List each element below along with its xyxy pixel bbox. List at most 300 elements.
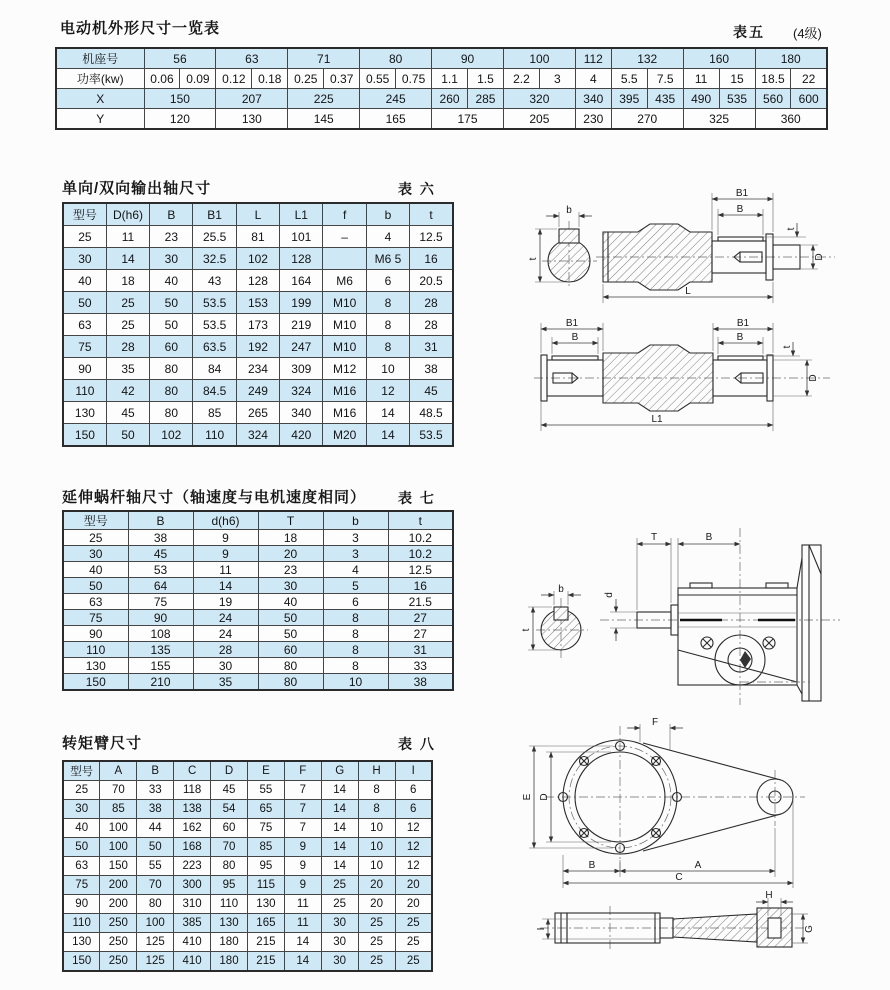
frame-size-cell: 56 [144,48,216,69]
value-cell: 9 [284,838,321,857]
value-cell: 20 [395,895,432,914]
value-cell: 234 [236,358,279,380]
value-cell: 12 [395,838,432,857]
value-cell: 16 [410,248,453,270]
column-header: t [410,203,453,226]
dim-label-F: F [651,717,659,728]
value-cell: 215 [247,933,284,952]
power-cell: 1.1 [432,69,468,89]
value-cell: 9 [284,857,321,876]
value-cell: M20 [323,424,366,447]
value-cell: 45 [128,546,193,562]
value-cell: 309 [280,358,323,380]
value-cell: 23 [258,562,323,578]
value-cell: 20 [358,876,395,895]
value-cell: 25 [106,292,149,314]
value-cell: 250 [100,952,137,972]
table-row [63,857,432,876]
value-cell: 70 [100,781,137,800]
column-header: 型号 [63,511,128,530]
model-cell: 40 [63,270,106,292]
value-cell: 100 [100,819,137,838]
value-cell: 38 [410,358,453,380]
table6-title: 单向/双向输出轴尺寸 [62,180,212,197]
value-cell: 108 [128,626,193,642]
value-cell: 80 [150,402,193,424]
value-cell: 20 [395,876,432,895]
value-cell: 8 [323,626,388,642]
value-cell: 30 [321,914,358,933]
value-cell: 53 [128,562,193,578]
value-cell: 162 [174,819,211,838]
value-cell: 118 [174,781,211,800]
value-cell: 150 [100,857,137,876]
value-cell: 50 [258,626,323,642]
value-cell: 6 [366,270,409,292]
value-cell: 25 [395,914,432,933]
model-cell: 150 [63,674,128,691]
value-cell: 324 [280,380,323,402]
value-cell: 153 [236,292,279,314]
dim-label-t: t [782,345,793,349]
value-cell: – [323,226,366,248]
value-cell: 12.5 [410,226,453,248]
value-cell: 28 [193,642,258,658]
value-cell: 11 [284,895,321,914]
value-cell: 12.5 [388,562,453,578]
value-cell: M6 5 [366,248,409,270]
value-cell: 5 [323,578,388,594]
value-cell: 14 [284,933,321,952]
x-cell: 560 [755,89,791,109]
value-cell: 40 [258,594,323,610]
value-cell: 250 [100,933,137,952]
motor-dimension-table [55,47,828,130]
torque-arm-side-view [536,890,815,950]
dim-label-T: T [650,532,658,543]
value-cell: 50 [258,610,323,626]
value-cell: 40 [150,270,193,292]
dim-label-G: G [804,925,815,933]
table7-title: 延伸蜗杆轴尺寸（轴速度与电机速度相同） [62,489,367,506]
value-cell: M12 [323,358,366,380]
value-cell: 33 [388,658,453,674]
table-row [63,610,453,626]
power-cell: 7.5 [647,69,683,89]
value-cell: 385 [174,914,211,933]
value-cell: 8 [366,292,409,314]
value-cell: 125 [137,933,174,952]
value-cell: 31 [388,642,453,658]
value-cell: 63.5 [193,336,236,358]
value-cell: M6 [323,270,366,292]
value-cell: 11 [106,226,149,248]
power-cell: 0.37 [324,69,360,89]
value-cell: 101 [280,226,323,248]
value-cell: 14 [321,838,358,857]
column-header: B [137,761,174,781]
value-cell: 18 [258,530,323,546]
dim-label-D: D [808,374,819,382]
dim-label-b: b [558,584,564,595]
column-header: I [395,761,432,781]
model-cell: 63 [63,594,128,610]
value-cell: 27 [388,626,453,642]
dim-label-H: H [765,890,773,901]
model-cell: 25 [63,781,100,800]
value-cell: 85 [100,800,137,819]
dim-label-d: d [604,592,615,598]
frame-size-cell: 71 [288,48,360,69]
frame-size-cell: 132 [611,48,683,69]
table-row [63,530,453,546]
value-cell: 95 [211,876,248,895]
value-cell: 8 [323,658,388,674]
value-cell: 247 [280,336,323,358]
x-cell: 320 [503,89,575,109]
value-cell: M10 [323,336,366,358]
value-cell: 100 [137,914,174,933]
drawing-single-output-shaft [596,188,835,303]
value-cell: 10.2 [388,546,453,562]
table-row [63,270,453,292]
y-cell: 205 [503,109,575,130]
value-cell: 80 [211,857,248,876]
value-cell: 130 [247,895,284,914]
x-cell: 150 [144,89,216,109]
value-cell: 10 [358,857,395,876]
y-cell: 130 [216,109,288,130]
value-cell: 128 [236,270,279,292]
frame-size-cell: 180 [755,48,827,69]
table-row [56,89,827,109]
dim-label-C: C [675,872,683,883]
power-cell: 18.5 [755,69,791,89]
value-cell: 6 [395,800,432,819]
value-cell: 410 [174,933,211,952]
value-cell: 9 [193,546,258,562]
table-row [63,358,453,380]
value-cell: 21.5 [388,594,453,610]
value-cell: 7 [284,781,321,800]
value-cell: 265 [236,402,279,424]
value-cell: 4 [366,226,409,248]
model-cell: 30 [63,546,128,562]
value-cell: 80 [137,895,174,914]
value-cell: 53.5 [410,424,453,447]
value-cell: 32.5 [193,248,236,270]
value-cell: 33 [137,781,174,800]
table-row [63,594,453,610]
value-cell: 28 [106,336,149,358]
dim-label-t: t [528,257,539,261]
dim-label-D: D [539,793,550,801]
value-cell: 138 [174,800,211,819]
y-cell: 325 [683,109,755,130]
value-cell: 85 [193,402,236,424]
value-cell: 70 [211,838,248,857]
power-cell: 0.09 [180,69,216,89]
value-cell: M16 [323,402,366,424]
torque-arm-table [62,760,433,972]
value-cell: 60 [258,642,323,658]
model-cell: 63 [63,314,106,336]
model-cell: 90 [63,895,100,914]
dim-label-E: E [522,793,533,801]
model-cell: 110 [63,914,100,933]
value-cell: 14 [366,424,409,447]
value-cell: 45 [211,781,248,800]
value-cell: 300 [174,876,211,895]
model-cell: 63 [63,857,100,876]
column-header: b [323,511,388,530]
value-cell: 14 [321,800,358,819]
x-cell: 435 [647,89,683,109]
output-shaft-table [62,202,454,447]
model-cell: 150 [63,952,100,972]
row-label: 功率(kw) [56,69,144,89]
column-header: H [358,761,395,781]
y-cell: 360 [755,109,827,130]
y-cell: 145 [288,109,360,130]
dim-label-B: B [736,332,744,343]
row-label: 机座号 [56,48,144,69]
power-cell: 0.55 [360,69,396,89]
model-cell: 25 [63,530,128,546]
value-cell: 14 [366,402,409,424]
table-row [63,781,432,800]
worm-shaft-table [62,510,454,691]
power-cell: 0.12 [216,69,252,89]
value-cell: 20.5 [410,270,453,292]
dim-label-l1: L1 [651,414,663,425]
table-row [63,674,453,691]
value-cell: 14 [321,819,358,838]
table-row [63,292,453,314]
column-header: B [150,203,193,226]
technical-drawing-output-shafts [500,185,890,457]
model-cell: 40 [63,819,100,838]
value-cell: 28 [410,292,453,314]
value-cell: 84 [193,358,236,380]
value-cell: 173 [236,314,279,336]
model-cell: 90 [63,626,128,642]
table-row [63,876,432,895]
model-cell: 130 [63,402,106,424]
table-row [63,226,453,248]
value-cell: 102 [150,424,193,447]
value-cell: 4 [323,562,388,578]
value-cell: M16 [323,380,366,402]
dim-label-L: L [685,286,691,297]
model-cell: 30 [63,800,100,819]
value-cell: 7 [284,800,321,819]
column-header: T [258,511,323,530]
value-cell: 35 [193,674,258,691]
x-cell: 600 [791,89,827,109]
value-cell: 55 [137,857,174,876]
table5-title: 电动机外形尺寸一览表 [60,20,221,37]
column-header: f [323,203,366,226]
value-cell: 38 [388,674,453,691]
column-header: B [128,511,193,530]
table-row [63,562,453,578]
value-cell: 19 [193,594,258,610]
column-header: L1 [280,203,323,226]
x-cell: 490 [683,89,719,109]
value-cell: 10 [366,358,409,380]
dim-label-B: B [588,860,596,871]
value-cell: 30 [258,578,323,594]
value-cell: 80 [150,358,193,380]
value-cell: 30 [321,952,358,972]
value-cell: 27 [388,610,453,626]
y-cell: 175 [432,109,504,130]
value-cell: 125 [137,952,174,972]
value-cell: 164 [280,270,323,292]
value-cell: 25 [321,876,358,895]
value-cell: 80 [258,674,323,691]
value-cell: 54 [211,800,248,819]
model-cell: 75 [63,336,106,358]
value-cell: 65 [247,800,284,819]
value-cell: 80 [150,380,193,402]
value-cell: 180 [211,952,248,972]
value-cell: 25 [358,914,395,933]
row-label: X [56,89,144,109]
table-row [63,895,432,914]
table8-tag: 表 八 [398,736,436,752]
value-cell: 45 [106,402,149,424]
value-cell: 60 [150,336,193,358]
frame-size-cell: 63 [216,48,288,69]
table-row [63,658,453,674]
table-row [63,578,453,594]
x-cell: 260 [432,89,468,109]
value-cell [323,248,366,270]
value-cell: 10 [358,838,395,857]
column-header: d(h6) [193,511,258,530]
technical-drawing-worm-gearbox [500,498,890,716]
value-cell: 200 [100,895,137,914]
table-row [63,380,453,402]
value-cell: 20 [258,546,323,562]
drawing-double-output-shaft [534,318,830,431]
row-label: Y [56,109,144,130]
dim-label-B: B [571,332,579,343]
x-cell: 395 [611,89,647,109]
value-cell: 75 [128,594,193,610]
value-cell: 128 [280,248,323,270]
value-cell: 25 [321,895,358,914]
table-row [63,800,432,819]
value-cell: M10 [323,292,366,314]
power-cell: 0.75 [396,69,432,89]
value-cell: 45 [410,380,453,402]
value-cell: 50 [137,838,174,857]
column-header: b [366,203,409,226]
value-cell: 200 [100,876,137,895]
column-header: F [284,761,321,781]
column-header: G [321,761,358,781]
value-cell: 25 [358,952,395,972]
value-cell: 25.5 [193,226,236,248]
power-cell: 1.5 [468,69,504,89]
value-cell: 80 [258,658,323,674]
table-row [63,336,453,358]
column-header: 型号 [63,761,100,781]
x-cell: 340 [575,89,611,109]
dim-label-D: D [814,253,825,261]
y-cell: 165 [360,109,432,130]
value-cell: 14 [193,578,258,594]
value-cell: 44 [137,819,174,838]
model-cell: 50 [63,578,128,594]
dim-label-b1: B1 [736,318,750,329]
value-cell: 100 [100,838,137,857]
table-row [63,314,453,336]
model-cell: 30 [63,248,106,270]
value-cell: 420 [280,424,323,447]
table-row [56,48,827,69]
value-cell: 95 [247,857,284,876]
power-cell: 5.5 [611,69,647,89]
x-cell: 245 [360,89,432,109]
power-cell: 2.2 [503,69,539,89]
value-cell: 165 [247,914,284,933]
torque-arm-front-view [522,717,805,888]
value-cell: 85 [247,838,284,857]
x-cell: 207 [216,89,288,109]
value-cell: 180 [211,933,248,952]
model-cell: 25 [63,226,106,248]
value-cell: 24 [193,610,258,626]
x-cell: 285 [468,89,504,109]
power-cell: 0.25 [288,69,324,89]
value-cell: 210 [128,674,193,691]
value-cell: 219 [280,314,323,336]
value-cell: 43 [193,270,236,292]
power-cell: 15 [719,69,755,89]
value-cell: 30 [321,933,358,952]
power-cell: 11 [683,69,719,89]
value-cell: 30 [193,658,258,674]
value-cell: 70 [137,876,174,895]
value-cell: 14 [321,857,358,876]
value-cell: 110 [211,895,248,914]
value-cell: 155 [128,658,193,674]
model-cell: 130 [63,658,128,674]
table-row [63,642,453,658]
table8-title: 转矩臂尺寸 [62,735,143,752]
table-row [63,914,432,933]
value-cell: 38 [128,530,193,546]
value-cell: 10 [323,674,388,691]
value-cell: 135 [128,642,193,658]
value-cell: 28 [410,314,453,336]
value-cell: 12 [395,819,432,838]
value-cell: 12 [366,380,409,402]
table-row [56,109,827,130]
value-cell: 199 [280,292,323,314]
model-cell: 110 [63,642,128,658]
model-cell: 40 [63,562,128,578]
value-cell: 102 [236,248,279,270]
value-cell: 25 [395,933,432,952]
y-cell: 120 [144,109,216,130]
value-cell: 8 [366,336,409,358]
model-cell: 150 [63,424,106,447]
